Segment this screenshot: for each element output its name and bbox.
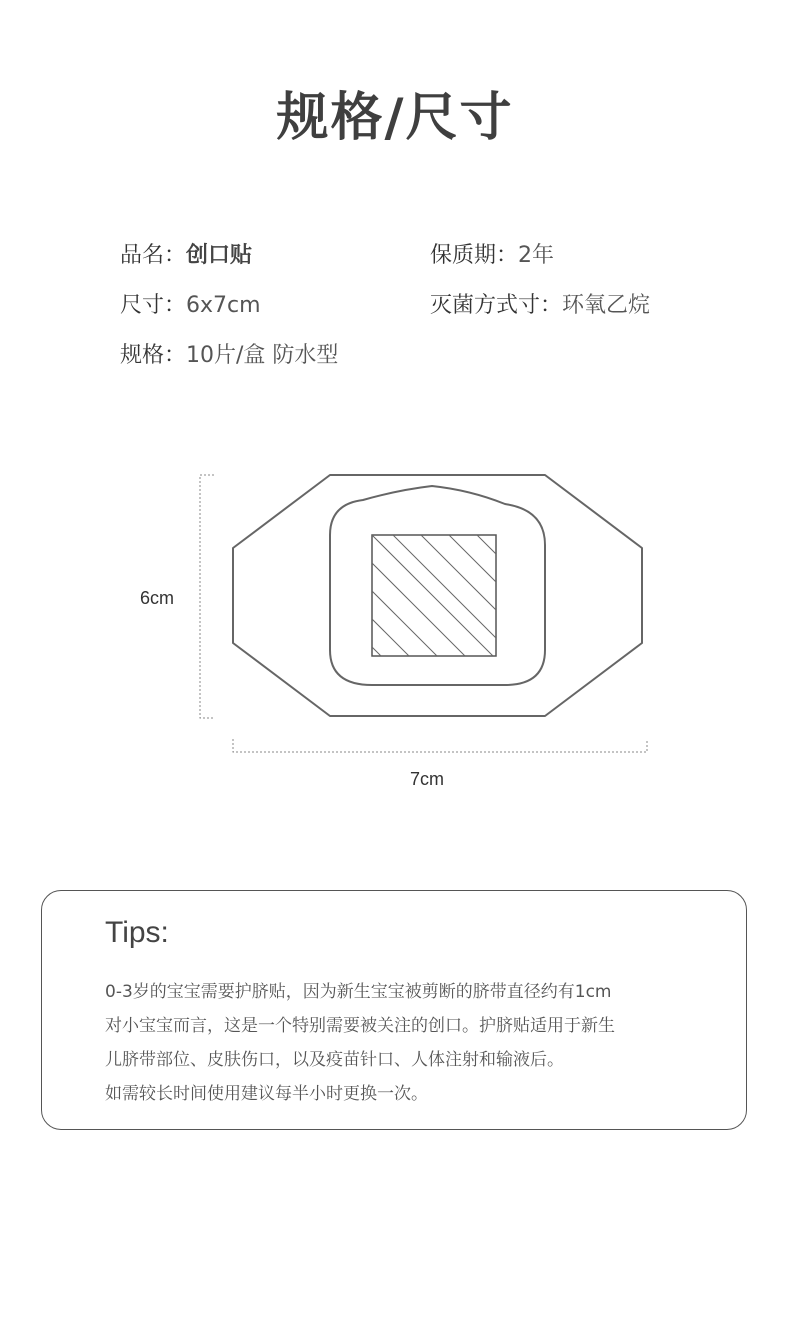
spec-shelf-life-value: 2年 — [518, 243, 555, 268]
tips-line: 儿脐带部位、皮肤伤口，以及疫苗针口、人体注射和输液后。 — [105, 1050, 564, 1070]
spec-name — [120, 241, 252, 271]
tips-line: 对小宝宝而言，这是一个特别需要被关注的创口。护脐贴适用于新生 — [105, 1016, 615, 1036]
tips-body — [105, 975, 705, 1111]
spec-size — [120, 291, 261, 321]
spec-sterilization-value: 环氧乙烷 — [562, 293, 651, 318]
pad-hatching — [372, 535, 496, 656]
tips-line: 如需较长时间使用建议每半小时更换一次。 — [105, 1084, 428, 1104]
bandage-diagram — [0, 460, 790, 810]
spec-name-label: 品名： — [120, 243, 187, 268]
spec-sterilization-label: 灭菌方式寸： — [430, 293, 563, 318]
spec-spec-value: 10片/盒 防水型 — [186, 343, 339, 368]
bandage-inner-window — [330, 486, 545, 685]
spec-shelf-life — [430, 241, 554, 271]
bandage-illustration — [0, 460, 790, 810]
width-dimension-line — [233, 739, 647, 752]
spec-name-value: 创口贴 — [186, 243, 253, 268]
height-label: 6cm — [140, 588, 175, 608]
spec-sterilization — [430, 291, 650, 321]
page-title: 规格/尺寸 — [276, 88, 514, 148]
spec-spec-label: 规格： — [120, 343, 187, 368]
tips-box — [41, 890, 747, 1130]
height-dimension-line — [200, 475, 214, 718]
spec-spec — [120, 341, 338, 371]
bandage-outer-outline — [233, 475, 642, 716]
spec-size-label: 尺寸： — [120, 293, 187, 318]
tips-line: 0-3岁的宝宝需要护脐贴，因为新生宝宝被剪断的脐带直径约有1cm — [105, 982, 612, 1002]
width-label: 7cm — [410, 769, 445, 789]
spec-size-value: 6x7cm — [186, 293, 261, 318]
tips-title: Tips: — [105, 916, 169, 949]
spec-shelf-life-label: 保质期： — [430, 243, 519, 268]
